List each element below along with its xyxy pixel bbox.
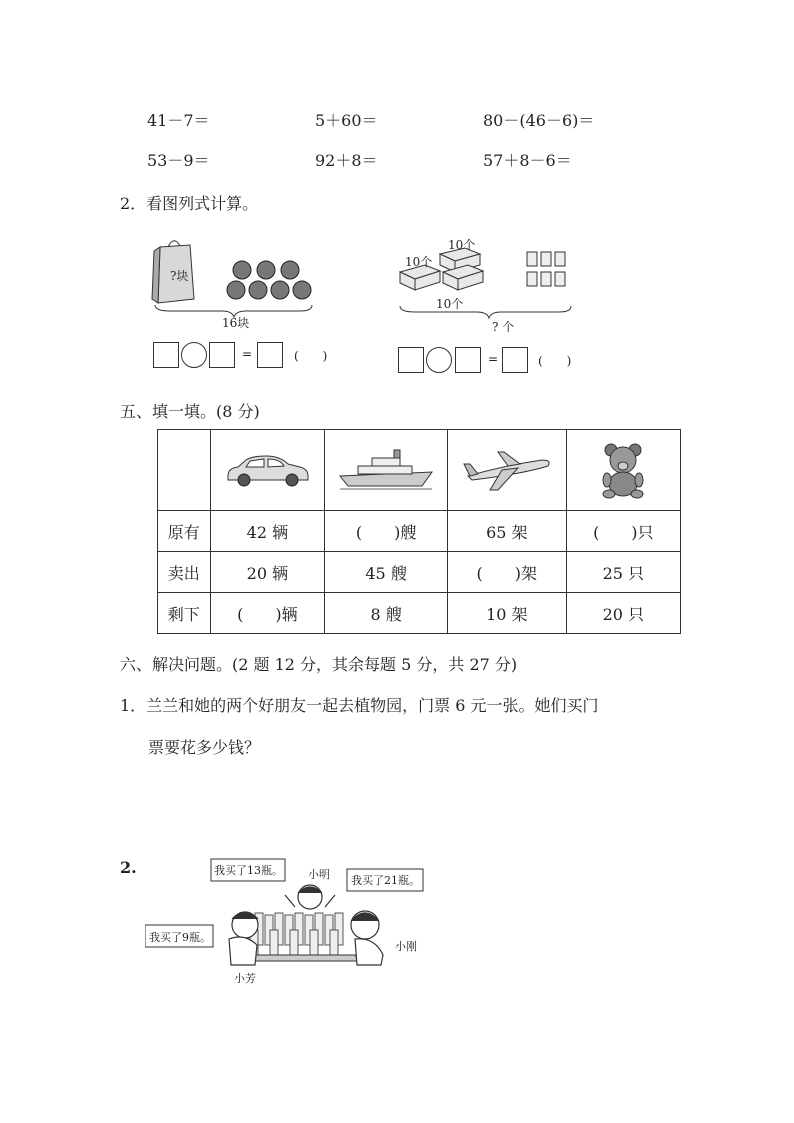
problem-2-number: 2. [120, 858, 137, 877]
corner-cell [158, 430, 211, 511]
equation-2: 5＋60＝ [315, 111, 378, 130]
section-6-title: 六、解决问题。(2 题 12 分，其余每题 5 分，共 27 分) [120, 655, 518, 674]
equals-sign: = [488, 352, 499, 366]
cup-icon [527, 252, 565, 286]
section-5-title: 五、填一填。(8 分) [120, 402, 260, 421]
bubble-xiaogang: 我买了21瓶。 [351, 874, 420, 887]
operator-circle[interactable] [181, 342, 207, 368]
bubble-xiaofang: 我买了9瓶。 [149, 931, 211, 944]
table-cell: 20 辆 [210, 552, 325, 593]
table-cell-blank[interactable]: ( )只 [566, 511, 680, 552]
box-label-bottom: 10个 [436, 297, 464, 311]
answer-box[interactable] [455, 347, 481, 373]
unit-paren: ( ) [294, 349, 328, 363]
question-2-title: 2．看图列式计算。 [120, 194, 259, 213]
airplane-cell [447, 430, 566, 511]
bag-label: ?块 [170, 269, 189, 283]
airplane-icon [462, 448, 552, 492]
table-cell: 25 只 [566, 552, 680, 593]
ship-cell [325, 430, 448, 511]
teddy-bear-icon [593, 440, 653, 500]
table-cell: 65 架 [447, 511, 566, 552]
table-cell-blank[interactable]: ( )辆 [210, 593, 325, 634]
total-label-right: ? 个 [492, 320, 515, 334]
table-cell: 45 艘 [325, 552, 448, 593]
name-xiaofang: 小芳 [234, 972, 256, 985]
teddy-bear-cell [566, 430, 680, 511]
bottle-icon [245, 913, 343, 955]
row-label-sold: 卖出 [158, 552, 211, 593]
boxes-cups-picture [395, 234, 580, 324]
equation-6: 57＋8－6＝ [483, 151, 572, 170]
table-cell: 20 只 [566, 593, 680, 634]
total-label-left: 16块 [222, 316, 250, 330]
equation-5: 92＋8＝ [315, 151, 378, 170]
car-icon [222, 450, 312, 490]
bubble-xiaoming: 我买了13瓶。 [214, 864, 283, 877]
equation-1: 41－7＝ [147, 111, 210, 130]
equals-sign: = [242, 347, 253, 361]
box-label-left: 10个 [405, 255, 433, 269]
answer-box[interactable] [398, 347, 424, 373]
problem-1-line-2: 票要花多少钱？ [148, 738, 261, 757]
equation-4: 53－9＝ [147, 151, 210, 170]
fill-table [157, 429, 681, 634]
answer-box[interactable] [153, 342, 179, 368]
car-cell [210, 430, 325, 511]
answer-box[interactable] [257, 342, 283, 368]
table-cell: 42 辆 [210, 511, 325, 552]
row-label-original: 原有 [158, 511, 211, 552]
table-cell-blank[interactable]: ( )艘 [325, 511, 448, 552]
table-cell: 10 架 [447, 593, 566, 634]
table-cell-blank[interactable]: ( )架 [447, 552, 566, 593]
table-cell: 8 艘 [325, 593, 448, 634]
problem-1-line-1: 1．兰兰和她的两个好朋友一起去植物园，门票 6 元一张。她们买门 [120, 696, 599, 715]
cookie-icon [227, 261, 311, 299]
answer-box[interactable] [502, 347, 528, 373]
ship-icon [336, 448, 436, 492]
name-xiaoming: 小明 [308, 868, 330, 881]
row-label-remaining: 剩下 [158, 593, 211, 634]
equation-3: 80－(46－6)＝ [483, 111, 595, 130]
answer-box[interactable] [209, 342, 235, 368]
unit-paren: ( ) [538, 354, 572, 368]
name-xiaogang: 小刚 [395, 940, 417, 953]
operator-circle[interactable] [426, 347, 452, 373]
box-label-top: 10个 [448, 238, 476, 252]
